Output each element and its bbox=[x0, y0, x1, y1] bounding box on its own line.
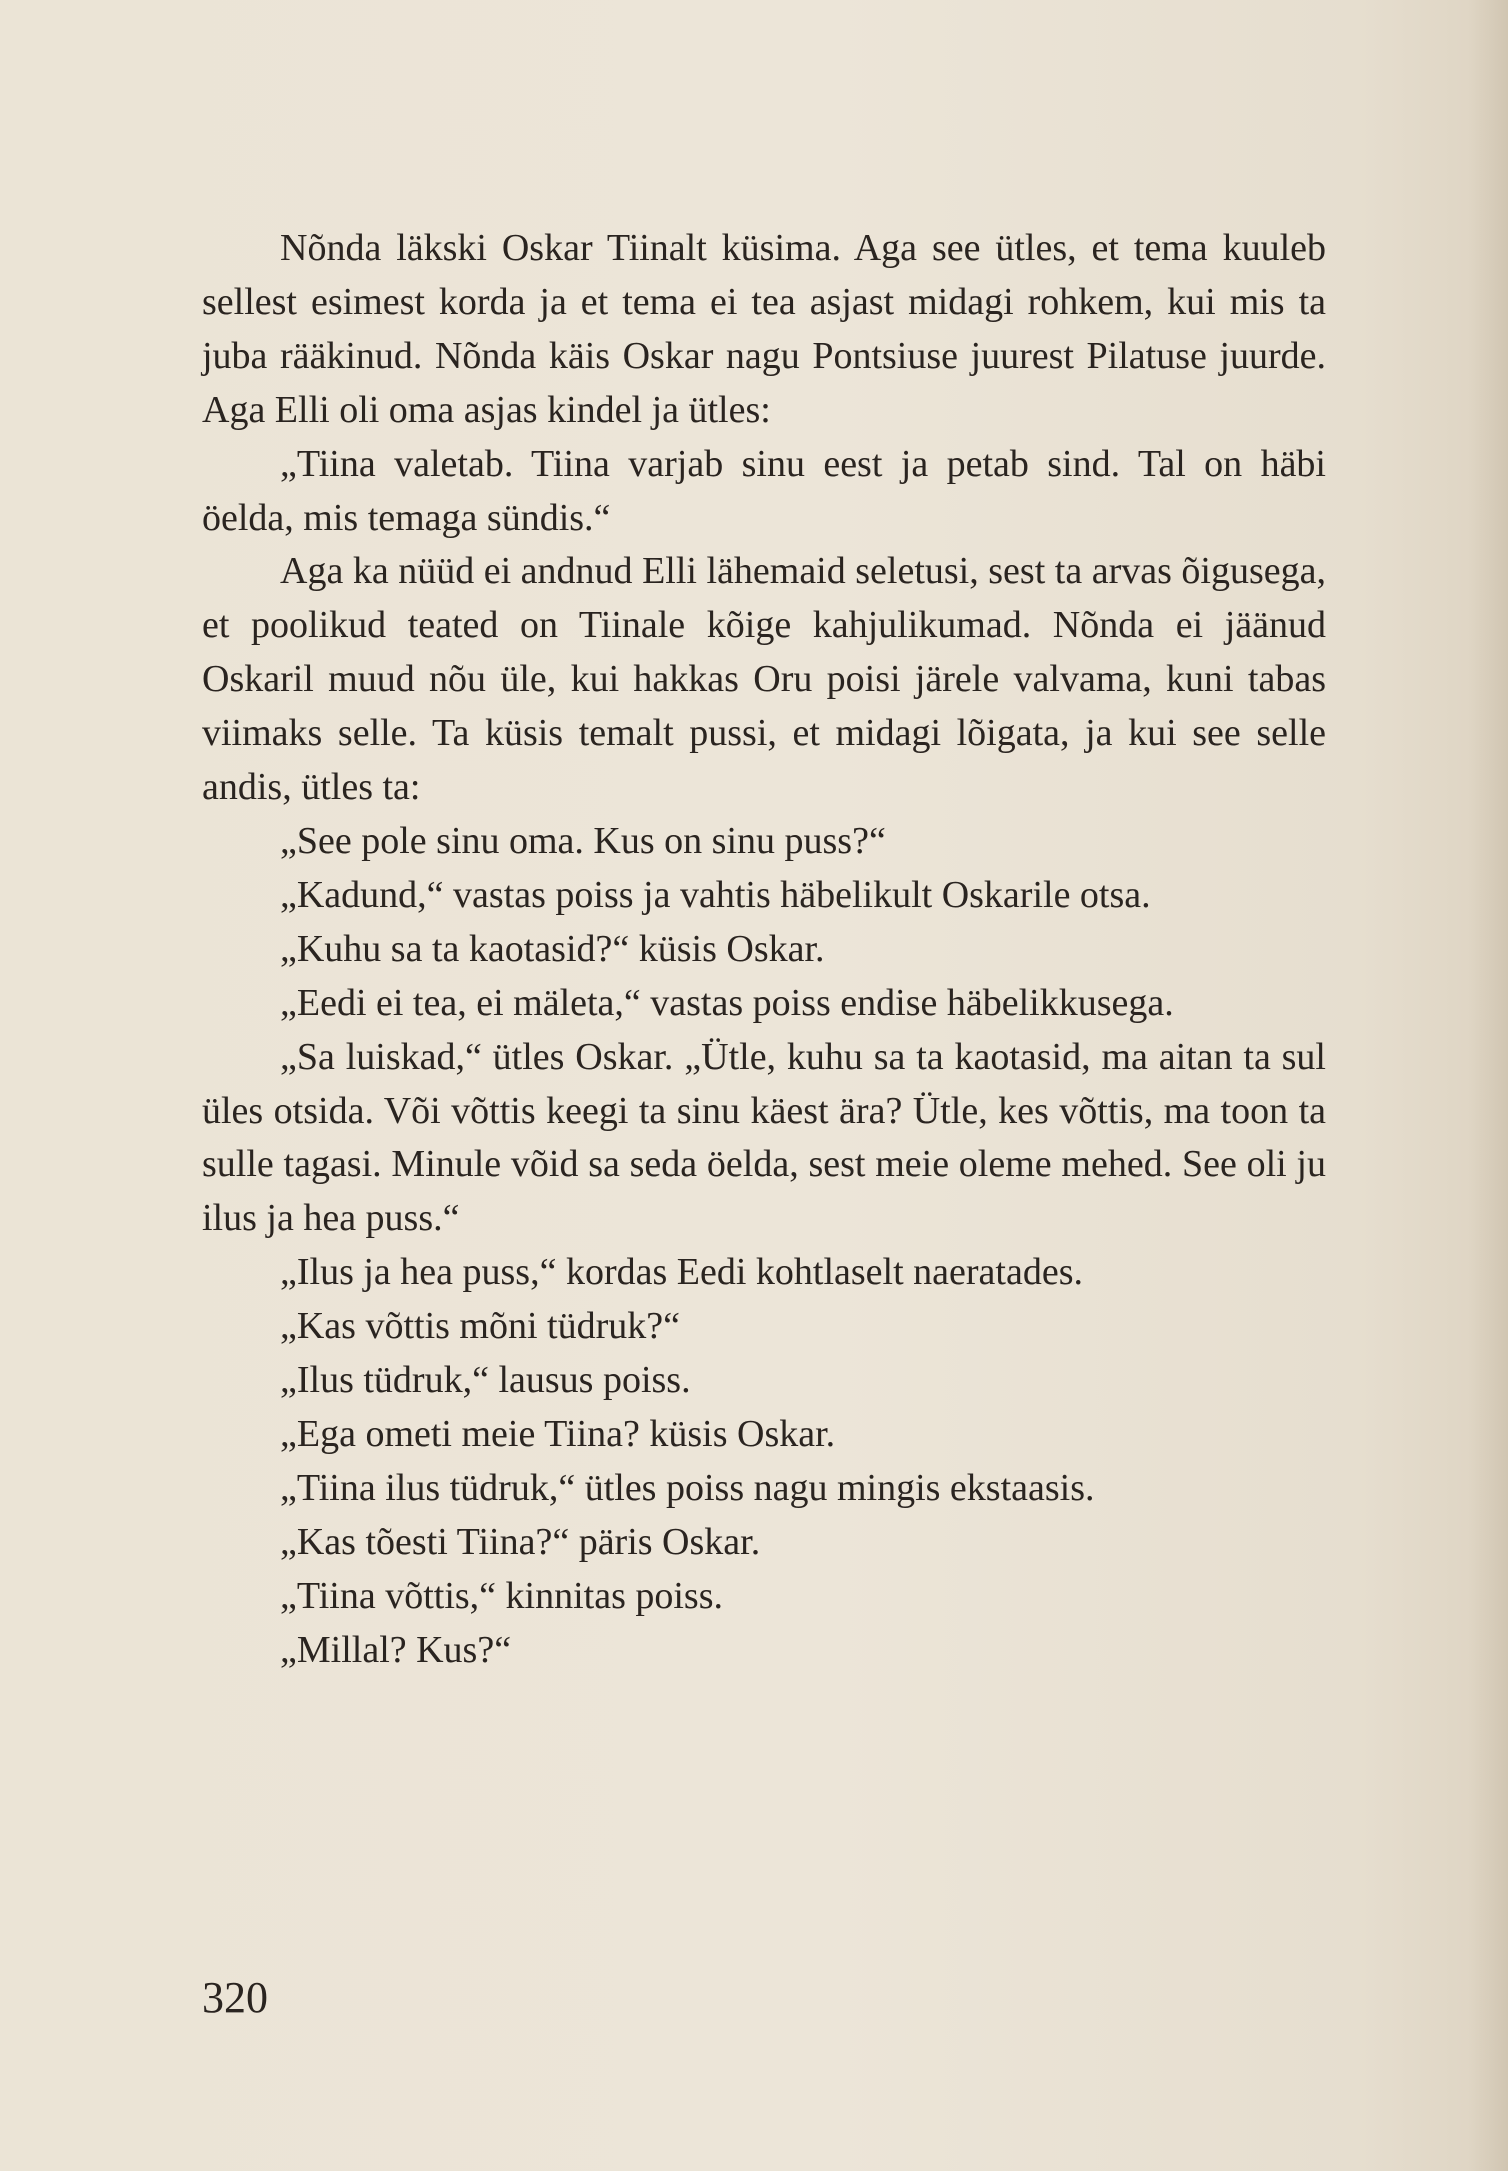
paragraph: „Kas võttis mõni tüdruk?“ bbox=[280, 1305, 680, 1348]
paragraph: „Ega ometi meie Tiina? küsis Oskar. bbox=[280, 1412, 836, 1455]
body-text bbox=[202, 222, 1326, 1677]
paragraph: Aga ka nüüd ei andnud Elli lähemaid seletusi, sest ta arvas õigusega, et poolikud teated on Tiinale kõige kahjulikumad. Nõnda ei jäänud Oskaril muud nõu üle, kui hakkas Oru poisi järele valvama, kuni tabas viimaks selle. Ta küsis temalt pussi, et midagi lõigata, ja kui see selle andis, ütles ta: bbox=[202, 550, 1326, 809]
paragraph: „See pole sinu oma. Kus on sinu puss?“ bbox=[280, 819, 886, 862]
paragraph: „Kas tõesti Tiina?“ päris Oskar. bbox=[280, 1520, 761, 1563]
paragraph: „Eedi ei tea, ei mäleta,“ vastas poiss endise häbelikkusega. bbox=[280, 981, 1174, 1024]
page-edge-shadow bbox=[1468, 0, 1508, 2171]
paragraph: „Millal? Kus?“ bbox=[280, 1628, 512, 1671]
paragraph: „Ilus tüdruk,“ lausus poiss. bbox=[280, 1359, 691, 1402]
paragraph: „Kadund,“ vastas poiss ja vahtis häbelikult Oskarile otsa. bbox=[280, 873, 1151, 916]
paragraph: „Kuhu sa ta kaotasid?“ küsis Oskar. bbox=[280, 927, 825, 970]
paragraph: Nõnda läkski Oskar Tiinalt küsima. Aga see ütles, et tema kuuleb sellest esimest korda ja et tema ei tea asjast midagi rohkem, kui mis ta juba rääkinud. Nõnda käis Oskar nagu Pontsiuse juurest Pilatuse juurde. Aga Elli oli oma asjas kindel ja ütles: bbox=[202, 227, 1326, 431]
paragraph: „Sa luiskad,“ ütles Oskar. „Ütle, kuhu sa ta kaotasid, ma aitan ta sul üles otsida. Või võttis keegi ta sinu käest ära? Ütle, kes võttis, ma toon ta sulle tagasi. Minule võid sa seda öelda, sest meie oleme mehed. See oli ju ilus ja hea puss.“ bbox=[202, 1035, 1326, 1240]
paragraph: „Ilus ja hea puss,“ kordas Eedi kohtlaselt naeratades. bbox=[280, 1251, 1083, 1294]
paragraph: „Tiina valetab. Tiina varjab sinu eest ja petab sind. Tal on häbi öelda, mis temaga sündis.“ bbox=[202, 442, 1326, 539]
paragraph: „Tiina ilus tüdruk,“ ütles poiss nagu mingis ekstaasis. bbox=[280, 1466, 1095, 1509]
paragraph: „Tiina võttis,“ kinnitas poiss. bbox=[280, 1574, 724, 1617]
page-number: 320 bbox=[202, 1973, 268, 2022]
